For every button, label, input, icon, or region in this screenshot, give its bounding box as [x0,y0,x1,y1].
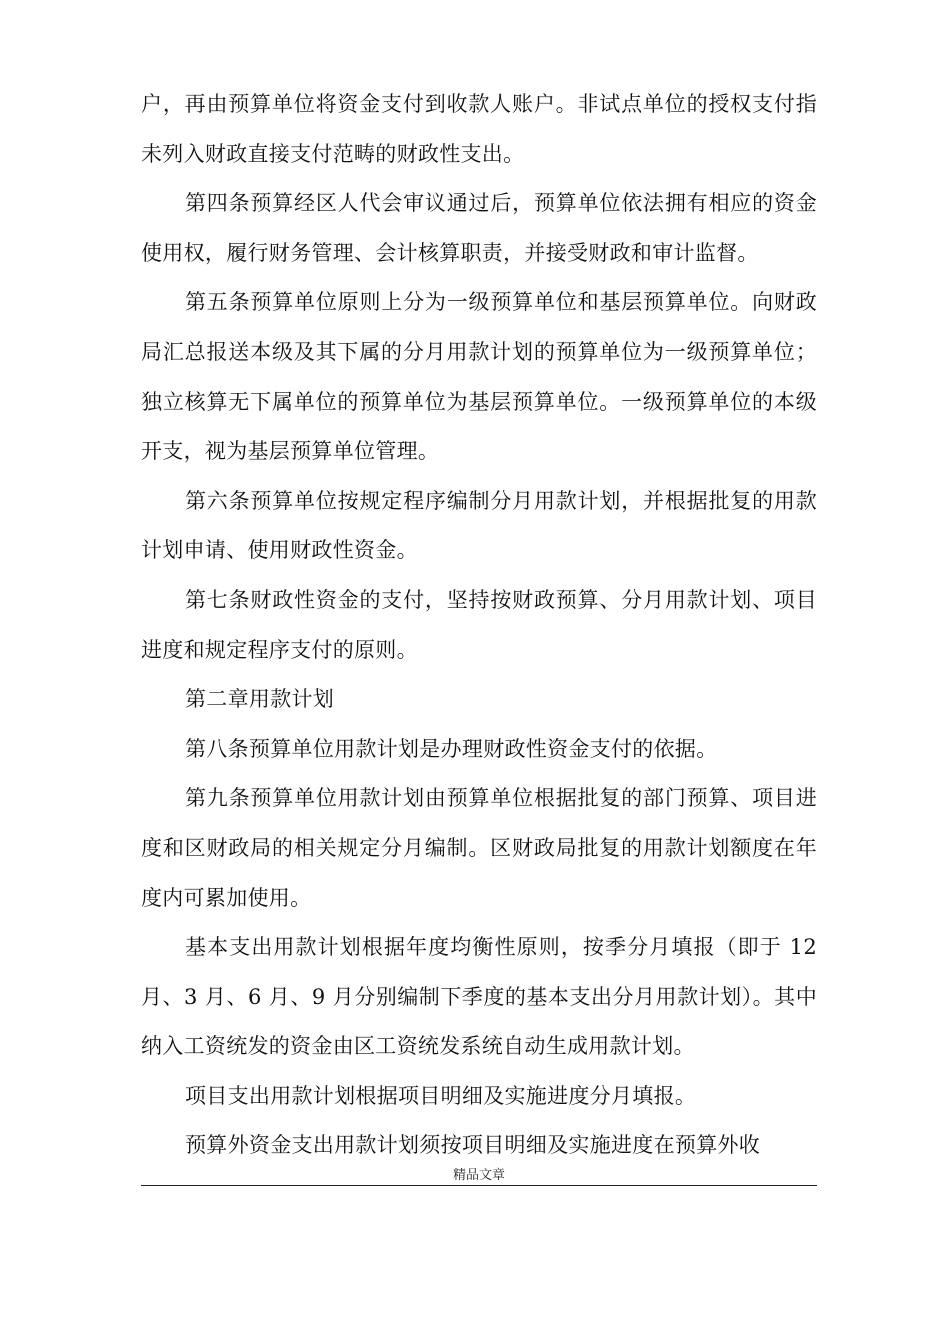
footer-label: 精品文章 [452,1168,505,1183]
paragraph-1: 户，再由预算单位将资金支付到收款人账户。非试点单位的授权支付指未列入财政直接支付范畴的财政性支出。 [141,92,817,166]
paragraph-project-expenditure: 项目支出用款计划根据项目明细及实施进度分月填报。 [185,1083,697,1108]
paragraph-basic-expenditure: 基本支出用款计划根据年度均衡性原则，按季分月填报（即于 12 月、3 月、6 月、9 月分别编制下季度的基本支出分月用款计划）。其中纳入工资统发的资金由区工资统发系统自动生成用款计划。 [141,935,817,1059]
paragraph-article-5: 第五条预算单位原则上分为一级预算单位和基层预算单位。向财政局汇总报送本级及其下属的分月用款计划的预算单位为一级预算单位；独立核算无下属单位的预算单位为基层预算单位。一级预算单位的本级开支，视为基层预算单位管理。 [141,290,817,464]
document-body [141,80,817,1171]
chapter-heading: 第二章用款计划 [185,687,335,712]
paragraph-article-8: 第八条预算单位用款计划是办理财政性资金支付的依据。 [185,736,718,761]
paragraph-article-9: 第九条预算单位用款计划由预算单位根据批复的部门预算、项目进度和区财政局的相关规定分月编制。区财政局批复的用款计划额度在年度内可累加使用。 [141,786,817,910]
paragraph-article-7: 第七条财政性资金的支付，坚持按财政预算、分月用款计划、项目进度和规定程序支付的原则。 [141,587,817,662]
paragraph-article-6: 第六条预算单位按规定程序编制分月用款计划，并根据批复的用款计划申请、使用财政性资金。 [141,488,817,563]
paragraph-article-4: 第四条预算经区人代会审议通过后，预算单位依法拥有相应的资金使用权，履行财务管理、会计核算职责，并接受财政和审计监督。 [141,191,817,265]
paragraph-extra-budget: 预算外资金支出用款计划须按项目明细及实施进度在预算外收 [185,1133,761,1158]
footer-divider [141,1185,817,1186]
